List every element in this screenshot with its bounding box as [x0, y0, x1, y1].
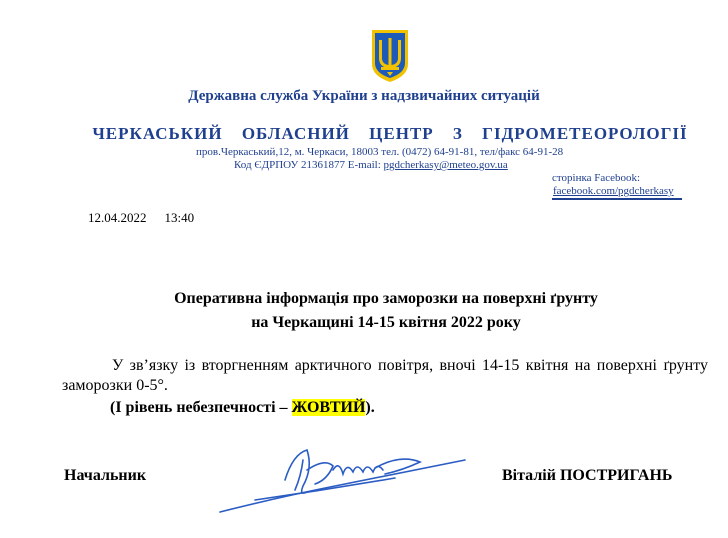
registry-line	[234, 159, 508, 171]
document-title-line1: Оперативна інформація про заморозки на поверхні ґрунту	[174, 290, 598, 307]
date: 12.04.2022	[88, 210, 147, 225]
danger-level-suffix: ).	[365, 399, 375, 416]
danger-level	[110, 399, 375, 417]
danger-level-prefix: (І рівень небезпечності –	[110, 399, 292, 416]
document-title-line2: на Черкащині 14-15 квітня 2022 року	[251, 314, 521, 331]
center-name: ЧЕРКАСЬКИЙ ОБЛАСНИЙ ЦЕНТР З ГІДРОМЕТЕОРОЛОГІЇ	[92, 124, 688, 143]
signatory-position: Начальник	[64, 467, 147, 484]
service-name: Державна служба України з надзвичайних ситуацій	[188, 88, 540, 104]
email-link[interactable]: pgdcherkasy@meteo.gov.ua	[383, 159, 508, 171]
facebook-link[interactable]: facebook.com/pgdcherkasy	[553, 185, 674, 197]
date-time	[88, 210, 194, 226]
facebook-label: сторінка Facebook:	[552, 172, 641, 184]
coat-of-arms-icon	[370, 28, 410, 84]
handwritten-signature	[215, 440, 475, 520]
danger-level-value: ЖОВТИЙ	[291, 399, 366, 416]
body-paragraph: У зв’язку із вторгненням арктичного повітря, вночі 14-15 квітня на поверхні ґрунту заморозки 0-5°.	[62, 357, 708, 394]
time: 13:40	[164, 210, 195, 225]
header-divider	[552, 198, 682, 200]
registry-code: Код ЄДРПОУ 21361877 E-mail:	[234, 159, 384, 171]
address-line: пров.Черкаський,12, м. Черкаси, 18003 тел. (0472) 64-91-81, тел/факс 64-91-28	[196, 146, 564, 158]
signatory-name: Віталій ПОСТРИГАНЬ	[502, 467, 673, 484]
